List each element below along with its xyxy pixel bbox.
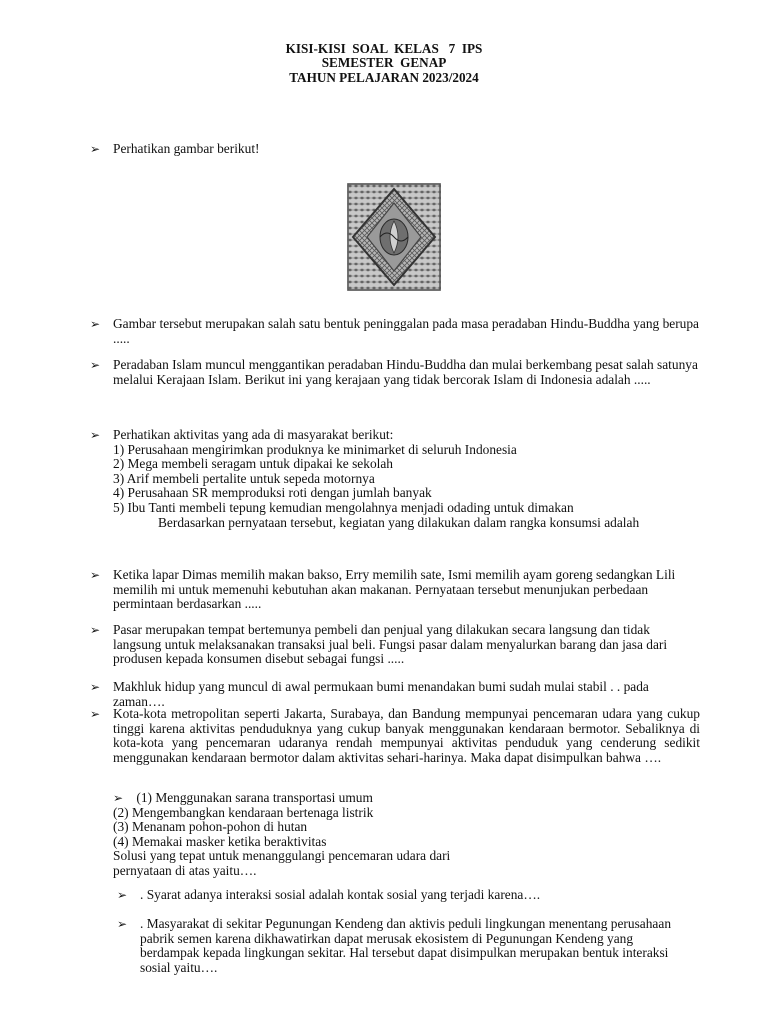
question-4-list xyxy=(113,443,700,531)
question-9-first-option xyxy=(113,791,613,806)
header-semester: SEMESTER GENAP xyxy=(321,55,447,71)
arrow-bullet-icon: ➢ xyxy=(90,680,101,694)
list-item: 2) Mega membeli seragam untuk dipakai ke sekolah xyxy=(113,456,394,472)
option-text: (1) Menggunakan sarana transportasi umum xyxy=(136,790,373,805)
question-7 xyxy=(90,680,700,709)
question-11-text: . Masyarakat di sekitar Pegunungan Kendeng dan aktivis peduli lingkungan menentang perusahaan pabrik semen karena dikhawatirkan dapat merusak ekosistem di Pegunungan Kendeng yang berdampak kepada lingkungan sekitar. Hal tersebut dapat disimpulkan merupakan bentuk interaksi sosial yaitu…. xyxy=(140,916,672,975)
question-5-text: Ketika lapar Dimas memilih makan bakso, Erry memilih sate, Ismi memilih ayam goreng sedangkan Lili memilih mi untuk memenuhi kebutuhan akan makanan. Pernyataan tersebut menunjukan perbedaan permintaan berdasarkan ..... xyxy=(113,567,676,612)
question-10 xyxy=(117,888,697,903)
list-item: (4) Memakai masker ketika beraktivitas xyxy=(113,833,327,849)
question-4 xyxy=(90,428,700,530)
question-1-text: Perhatikan gambar berikut! xyxy=(113,141,260,156)
question-9-question-line-2: pernyataan di atas yaitu…. xyxy=(113,862,257,878)
arrow-bullet-icon: ➢ xyxy=(90,568,101,582)
question-2 xyxy=(90,317,700,346)
question-8-text: Kota-kota metropolitan seperti Jakarta, Surabaya, dan Bandung mempunyai pencemaran udara yang cukup tinggi karena aktivitas penduduknya yang cukup banyak menggunakan kendaraan bermotor. Sebaliknya di kota-kota yang pencemaran udaranya rendah mempunyai aktivitas penduduk yang cenderung sedikit menggunakan kendaraan bermotor dalam aktivitas sehari-harinya. Maka dapat disimpulkan bahwa …. xyxy=(113,706,700,765)
question-5 xyxy=(90,568,700,612)
question-3-text: Peradaban Islam muncul menggantikan peradaban Hindu-Buddha dan mulai berkembang pesat salah satunya melalui Kerajaan Islam. Berikut ini yang kerajaan yang tidak bercorak Islam di Indonesia adalah ..... xyxy=(113,357,698,387)
question-3 xyxy=(90,358,700,387)
question-9 xyxy=(113,791,613,879)
document-header xyxy=(0,42,768,85)
question-11 xyxy=(117,917,689,975)
arrow-bullet-icon: ➢ xyxy=(90,623,101,637)
carved-relief-image xyxy=(347,183,441,291)
arrow-bullet-icon: ➢ xyxy=(90,428,101,442)
relief-carving-picture xyxy=(347,183,441,291)
list-item: (2) Mengembangkan kendaraan bertenaga listrik xyxy=(113,804,374,820)
arrow-bullet-icon: ➢ xyxy=(117,917,128,931)
question-4-question: Berdasarkan pernyataan tersebut, kegiatan yang dilakukan dalam rangka konsumsi adalah xyxy=(158,514,640,530)
question-8 xyxy=(90,707,700,765)
question-4-intro: Perhatikan aktivitas yang ada di masyarakat berikut: xyxy=(113,427,394,442)
question-1 xyxy=(90,142,700,157)
arrow-bullet-icon: ➢ xyxy=(90,707,101,721)
question-7-text: Makhluk hidup yang muncul di awal permukaan bumi menandakan bumi sudah mulai stabil . . pada zaman…. xyxy=(113,679,649,709)
list-item: 3) Arif membeli pertalite untuk sepeda motornya xyxy=(113,470,375,486)
question-9-question-line-1: Solusi yang tepat untuk menanggulangi pencemaran udara dari xyxy=(113,848,451,864)
question-10-text: . Syarat adanya interaksi sosial adalah kontak sosial yang terjadi karena…. xyxy=(140,887,541,902)
question-2-text: Gambar tersebut merupakan salah satu bentuk peninggalan pada masa peradaban Hindu-Buddha yang berupa ..... xyxy=(113,316,700,346)
arrow-bullet-icon: ➢ xyxy=(90,142,101,156)
arrow-bullet-icon: ➢ xyxy=(113,791,124,805)
arrow-bullet-icon: ➢ xyxy=(117,888,128,902)
list-item: (3) Menanam pohon-pohon di hutan xyxy=(113,819,308,835)
arrow-bullet-icon: ➢ xyxy=(90,358,101,372)
arrow-bullet-icon: ➢ xyxy=(90,317,101,331)
header-title: KISI-KISI SOAL KELAS 7 IPS xyxy=(285,41,483,56)
list-item: 4) Perusahaan SR memproduksi roti dengan jumlah banyak xyxy=(113,485,432,501)
list-item: 1) Perusahaan mengirimkan produknya ke minimarket di seluruh Indonesia xyxy=(113,441,517,457)
question-6-text: Pasar merupakan tempat bertemunya pembeli dan penjual yang dilakukan secara langsung dan tidak langsung untuk melaksanakan transaksi jual beli. Fungsi pasar dalam menyalurkan barang dan jasa dari produsen kepada konsumen disebut sebagai fungsi ..... xyxy=(113,622,668,667)
question-6 xyxy=(90,623,700,667)
list-item: 5) Ibu Tanti membeli tepung kemudian mengolahnya menjadi odading untuk dimakan xyxy=(113,499,574,515)
header-year: TAHUN PELAJARAN 2023/2024 xyxy=(289,69,479,85)
